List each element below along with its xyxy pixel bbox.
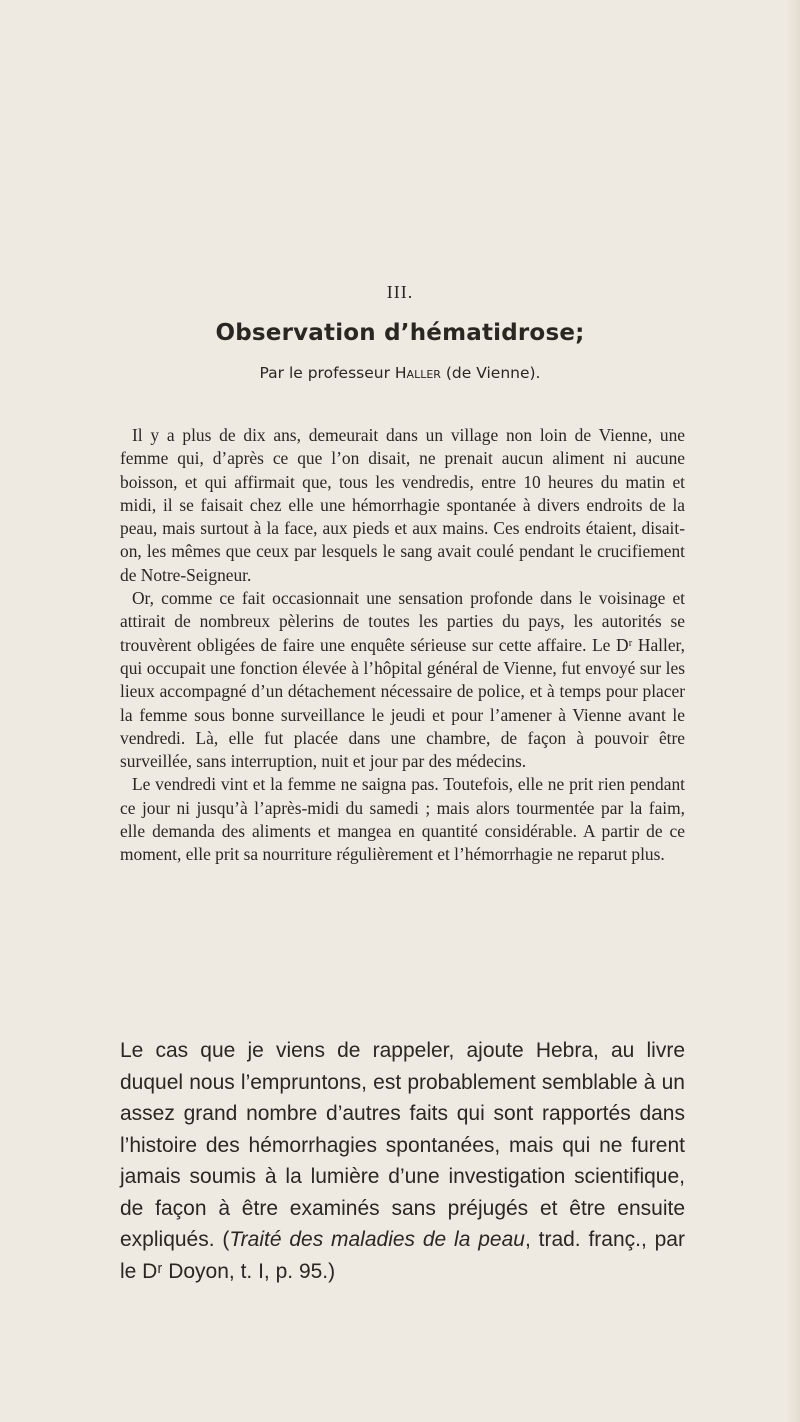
byline-suffix: (de Vienne). <box>445 364 541 382</box>
byline-prefix: Par le professeur <box>259 364 390 382</box>
section-number: III. <box>386 282 414 302</box>
author-name: Haller <box>394 364 441 382</box>
hebra-quote <box>120 1035 685 1287</box>
page-title: Observation d’hématidrose; <box>215 320 585 346</box>
page-edge-shadow <box>786 0 800 1422</box>
citation-open: ( <box>222 1228 230 1251</box>
quote-paragraph <box>120 1035 685 1287</box>
quote-text: Le cas que je viens de rappeler, ajoute Hebra, au livre duquel nous l’empruntons, est probablement semblable à un assez grand nombre d’autres faits qui sont rapportés dans l’histoire des hémorrhagies spontanées, mais qui ne furent jamais soumis à la lumière d’une investigation scientifique, de façon à être examinés sans préjugés et être ensuite expliqués. <box>120 1039 685 1251</box>
body-text <box>120 424 685 867</box>
paragraph-2: Or, comme ce fait occasionnait une sensation profonde dans le voisinage et attirait de nombreux pèlerins de toutes les parties du pays, les autorités se trouvèrent obligées de faire une enquête sérieuse sur cette affaire. Le Dʳ Haller, qui occupait une fonction élevée à l’hôpital général de Vienne, fut envoyé sur les lieux accompagné d’un détachement nécessaire de police, et à temps pour placer la femme sous bonne surveillance le jeudi et pour l’amener à Vienne avant le vendredi. Là, elle fut placée dans une chambre, de façon à pouvoir être surveillée, sans interruption, nuit et jour par des médecins. <box>120 588 685 772</box>
byline <box>0 364 800 382</box>
citation-rest: , trad. franç., par le Dʳ Doyon, t. I, p. 95.) <box>120 1228 685 1283</box>
citation-title: Traité des maladies de la peau <box>229 1228 525 1251</box>
paragraph-1: Il y a plus de dix ans, demeurait dans un village non loin de Vienne, une femme qui, d’après ce que l’on disait, ne prenait aucun aliment ni aucune boisson, et qui affirmait que, tous les vendredis, entre 10 heures du matin et midi, il se faisait chez elle une hémorrhagie spontanée à divers endroits de la peau, mais surtout à la face, aux pieds et aux mains. Ces endroits étaient, disait-on, les mêmes que ceux par lesquels le sang avait coulé pendant le crucifiement de Notre-Seigneur. <box>120 425 685 585</box>
paragraph-3: Le vendredi vint et la femme ne saigna pas. Toutefois, elle ne prit rien pendant ce jour ni jusqu’à l’après-midi du samedi ; mais alors tourmentée par la faim, elle demanda des aliments et mangea en quantité considérable. A partir de ce moment, elle prit sa nourriture régulièrement et l’hémorrhagie ne reparut plus. <box>120 774 685 865</box>
